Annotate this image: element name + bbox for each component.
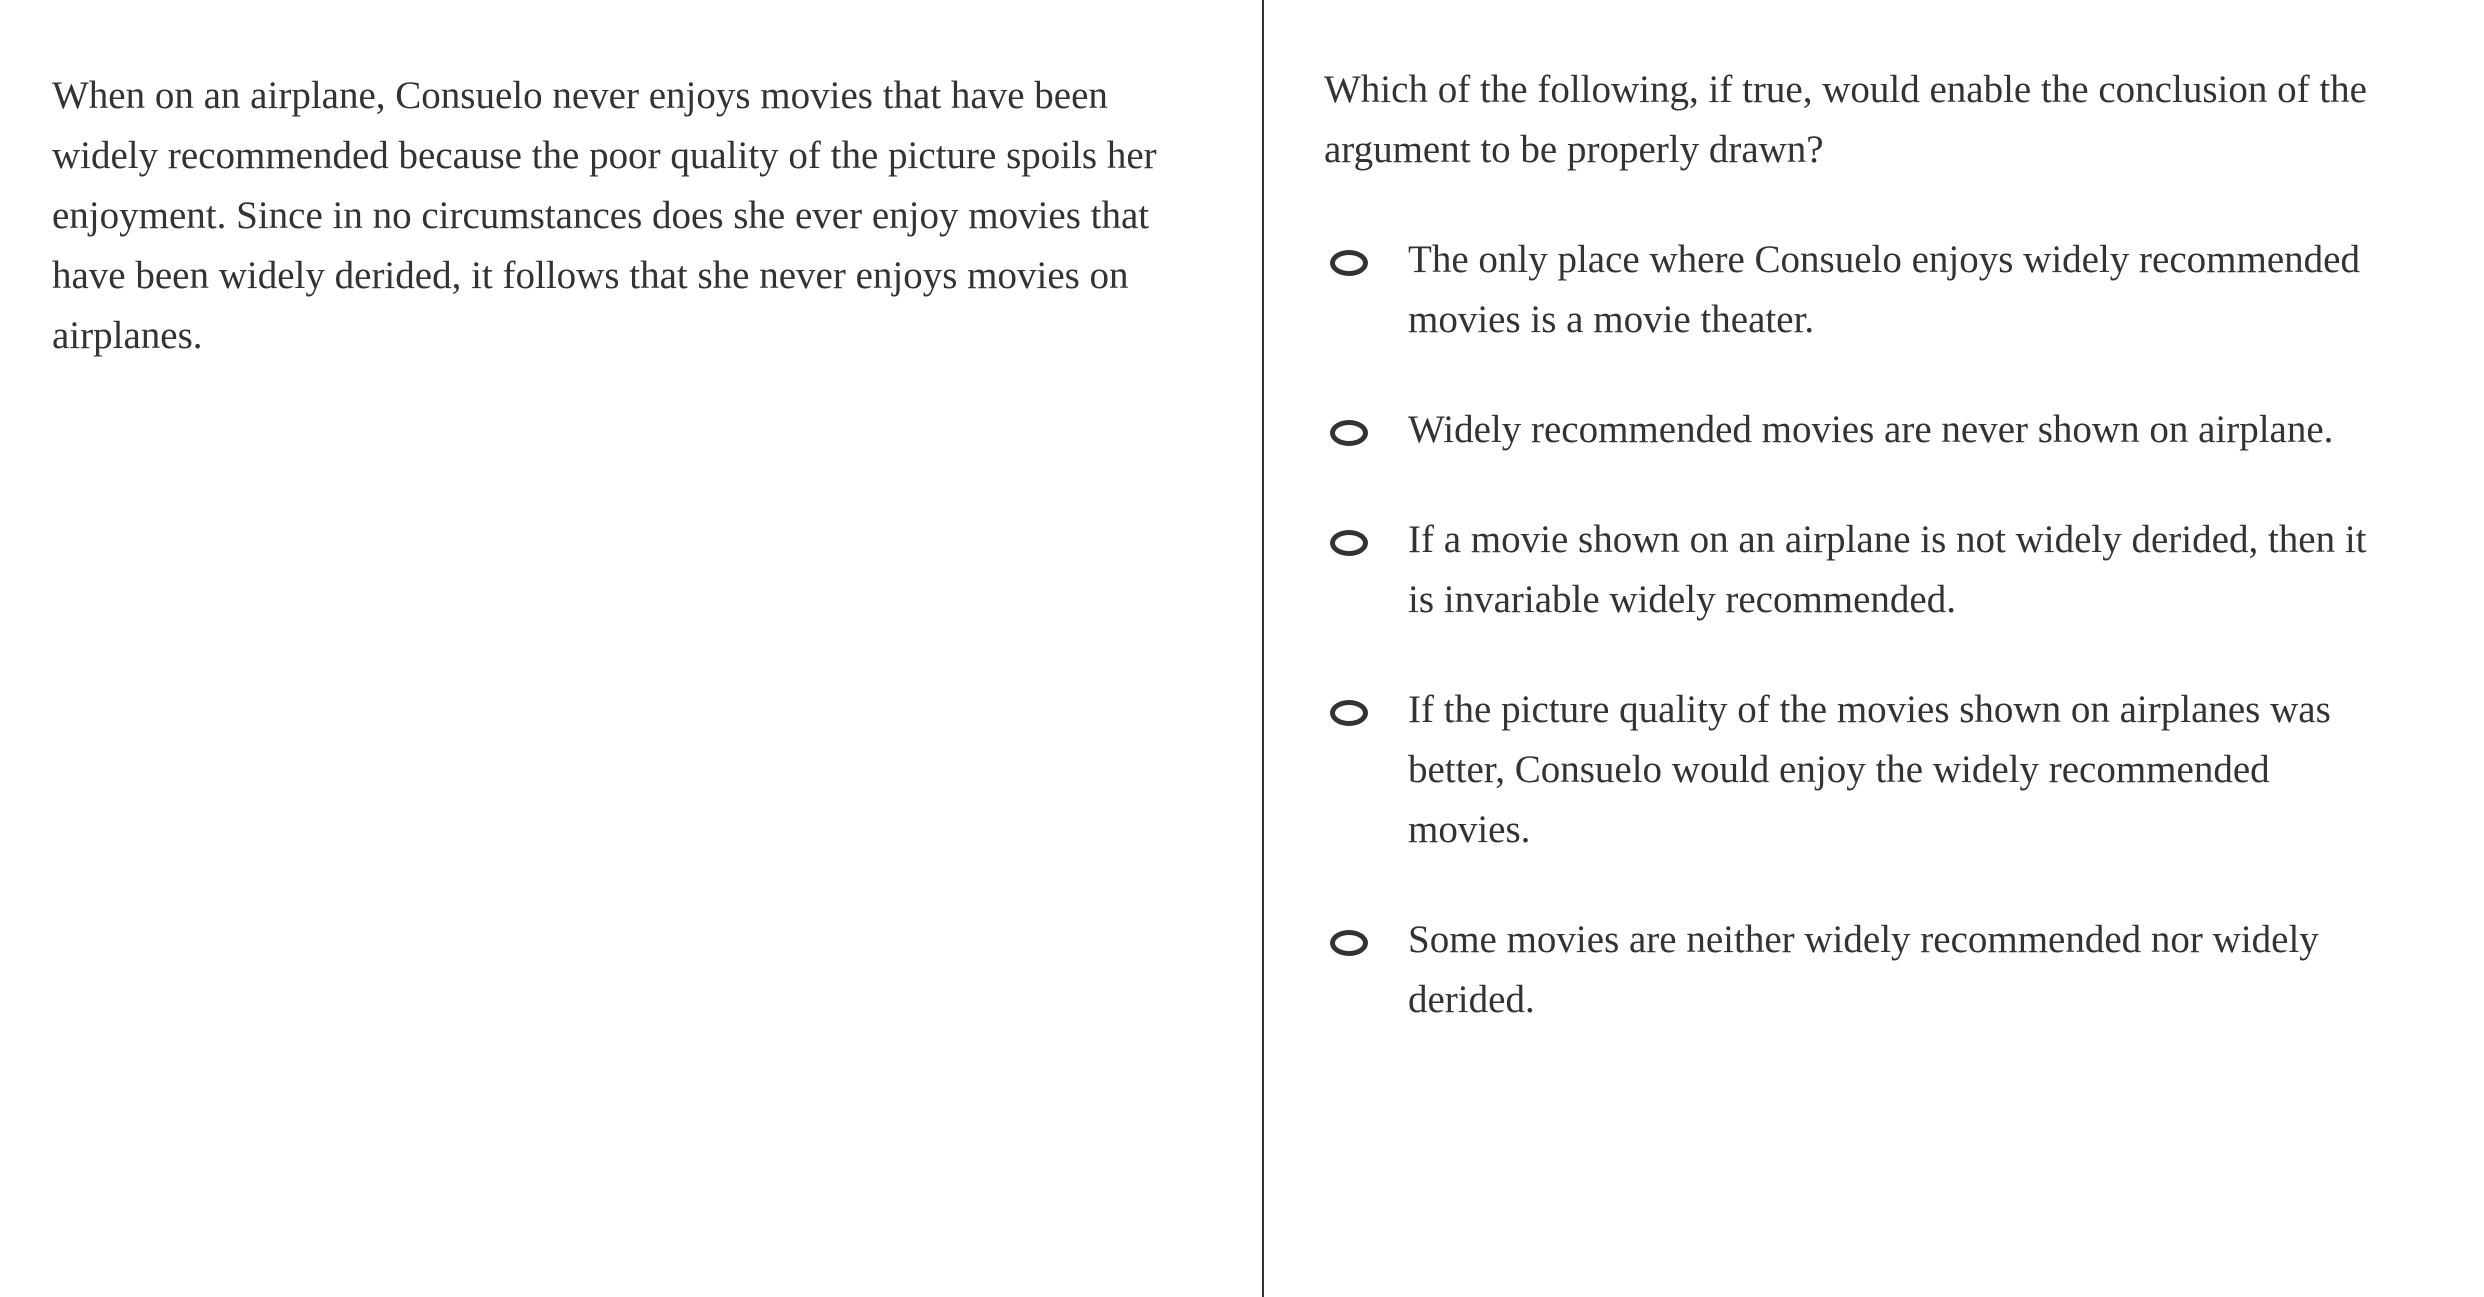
radio-button-c[interactable] bbox=[1330, 530, 1368, 556]
answer-choice-e[interactable] bbox=[1324, 910, 2484, 1030]
answer-choice-label: If the picture quality of the movies shown on airplanes was better, Consuelo would enjoy the widely recommended movies. bbox=[1408, 688, 2331, 851]
question-stem: Which of the following, if true, would enable the conclusion of the argument to be properly drawn? bbox=[1324, 68, 2367, 171]
question-pane bbox=[1264, 0, 2484, 1297]
answer-choice-c[interactable] bbox=[1324, 510, 2484, 630]
radio-button-d[interactable] bbox=[1330, 700, 1368, 726]
answer-choices bbox=[1324, 230, 2484, 1030]
passage-text: When on an airplane, Consuelo never enjoys movies that have been widely recommended because the poor quality of the picture spoils her enjoyment. Since in no circumstances does she ever enjoy movies that have been widely derided, it follows that she never enjoys movies on airplanes. bbox=[52, 74, 1157, 357]
answer-choice-label: The only place where Consuelo enjoys widely recommended movies is a movie theater. bbox=[1408, 238, 2360, 341]
answer-choice-d[interactable] bbox=[1324, 680, 2484, 860]
answer-choice-label: Some movies are neither widely recommended nor widely derided. bbox=[1408, 918, 2319, 1021]
answer-choice-label: Widely recommended movies are never shown on airplane. bbox=[1408, 408, 2334, 451]
radio-button-a[interactable] bbox=[1330, 250, 1368, 276]
answer-choice-a[interactable] bbox=[1324, 230, 2484, 350]
answer-choice-label: If a movie shown on an airplane is not widely derided, then it is invariable widely recommended. bbox=[1408, 518, 2367, 621]
radio-button-b[interactable] bbox=[1330, 420, 1368, 446]
radio-button-e[interactable] bbox=[1330, 930, 1368, 956]
answer-choice-b[interactable] bbox=[1324, 400, 2484, 460]
